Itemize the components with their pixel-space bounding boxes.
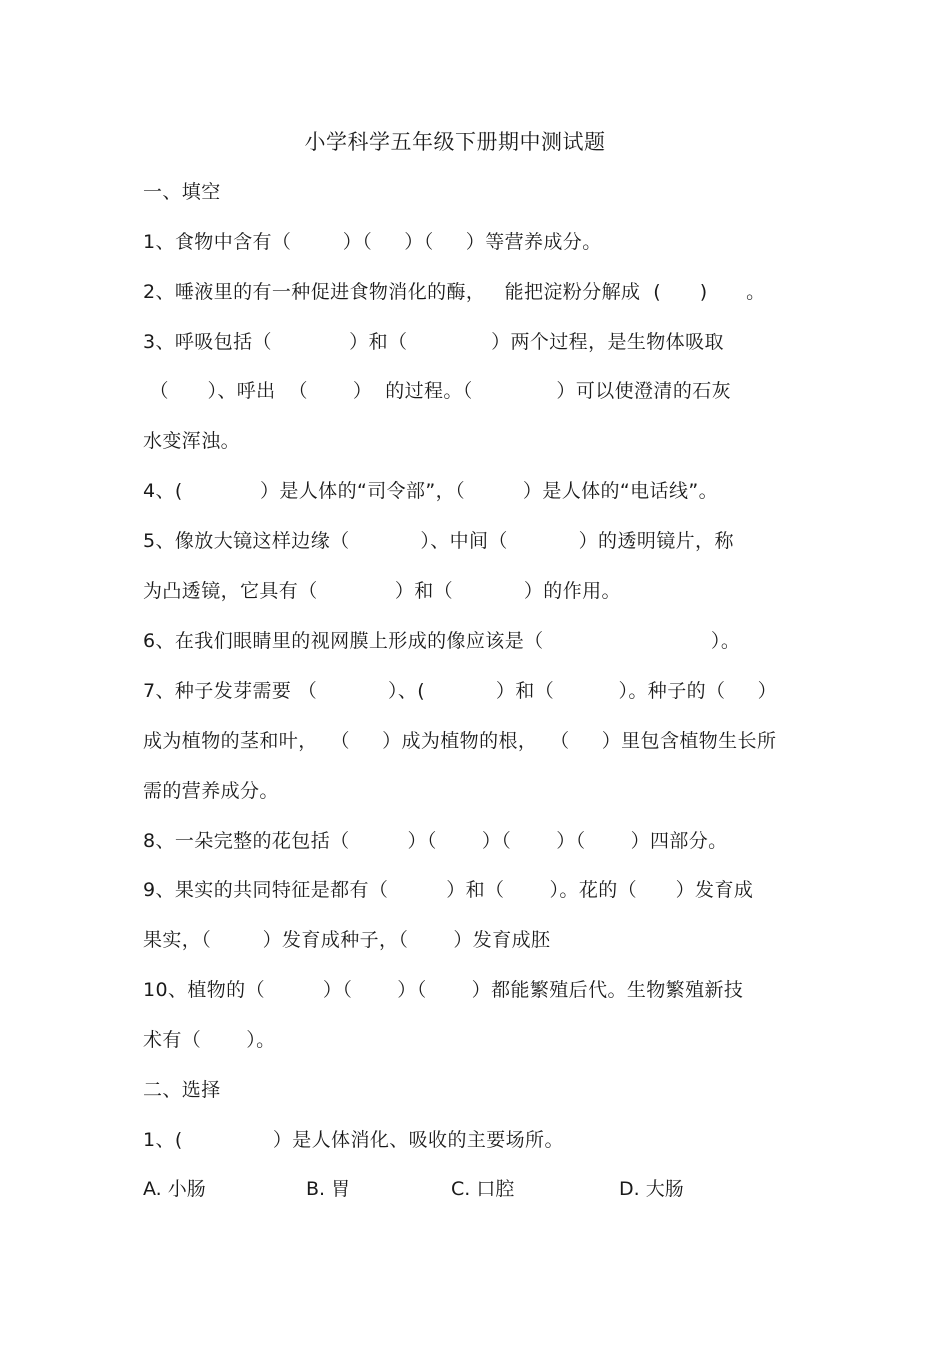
section-heading-choice: 二、选择 bbox=[143, 1079, 221, 1101]
question-line: 7、种子发芽需要 （ ）、( ）和（ ）。种子的（ ） bbox=[143, 680, 778, 702]
question-line: 为凸透镜，它具有（ ）和（ ）的作用。 bbox=[143, 580, 621, 602]
question-line: 水变浑浊。 bbox=[143, 430, 241, 452]
question-line: 10、植物的（ ）（ ）（ ）都能繁殖后代。生物繁殖新技 bbox=[143, 979, 744, 1001]
question-line: 成为植物的茎和叶， （ ）成为植物的根， （ ）里包含植物生长所 bbox=[143, 730, 777, 752]
question-line: 9、果实的共同特征是都有（ ）和（ ）。花的（ ）发育成 bbox=[143, 879, 754, 901]
question-line: 3、呼吸包括（ ）和（ ）两个过程，是生物体吸取 bbox=[143, 331, 724, 353]
question-line: 2、唾液里的有一种促进食物消化的酶， 能把淀粉分解成 ( ) 。 bbox=[143, 281, 766, 303]
question-line: 4、( ）是人体的“司令部”，（ ）是人体的“电话线”。 bbox=[143, 480, 719, 502]
option-c: C. 口腔 bbox=[451, 1178, 515, 1200]
question-line: 1、食物中含有（ ）（ ）（ ）等营养成分。 bbox=[143, 231, 602, 253]
question-line: 需的营养成分。 bbox=[143, 780, 279, 802]
page-title: 小学科学五年级下册期中测试题 bbox=[304, 130, 606, 154]
section-heading-fill-blank: 一、填空 bbox=[143, 181, 221, 203]
question-line: 5、像放大镜这样边缘（ ）、中间（ ）的透明镜片，称 bbox=[143, 530, 734, 552]
option-d: D. 大肠 bbox=[619, 1178, 684, 1200]
question-line: 1、( ）是人体消化、吸收的主要场所。 bbox=[143, 1129, 564, 1151]
answer-options bbox=[143, 1176, 763, 1204]
question-line: 术有（ ）。 bbox=[143, 1029, 276, 1051]
option-a: A. 小肠 bbox=[143, 1178, 206, 1200]
question-line: 果实，（ ）发育成种子，（ ）发育成胚 bbox=[143, 929, 551, 951]
question-line: （ ）、呼出 （ ） 的过程。（ ）可以使澄清的石灰 bbox=[143, 380, 732, 402]
question-line: 8、一朵完整的花包括（ ）（ ）（ ）（ ）四部分。 bbox=[143, 830, 728, 852]
option-b: B. 胃 bbox=[306, 1178, 351, 1200]
question-line: 6、在我们眼睛里的视网膜上形成的像应该是（ ）。 bbox=[143, 630, 741, 652]
